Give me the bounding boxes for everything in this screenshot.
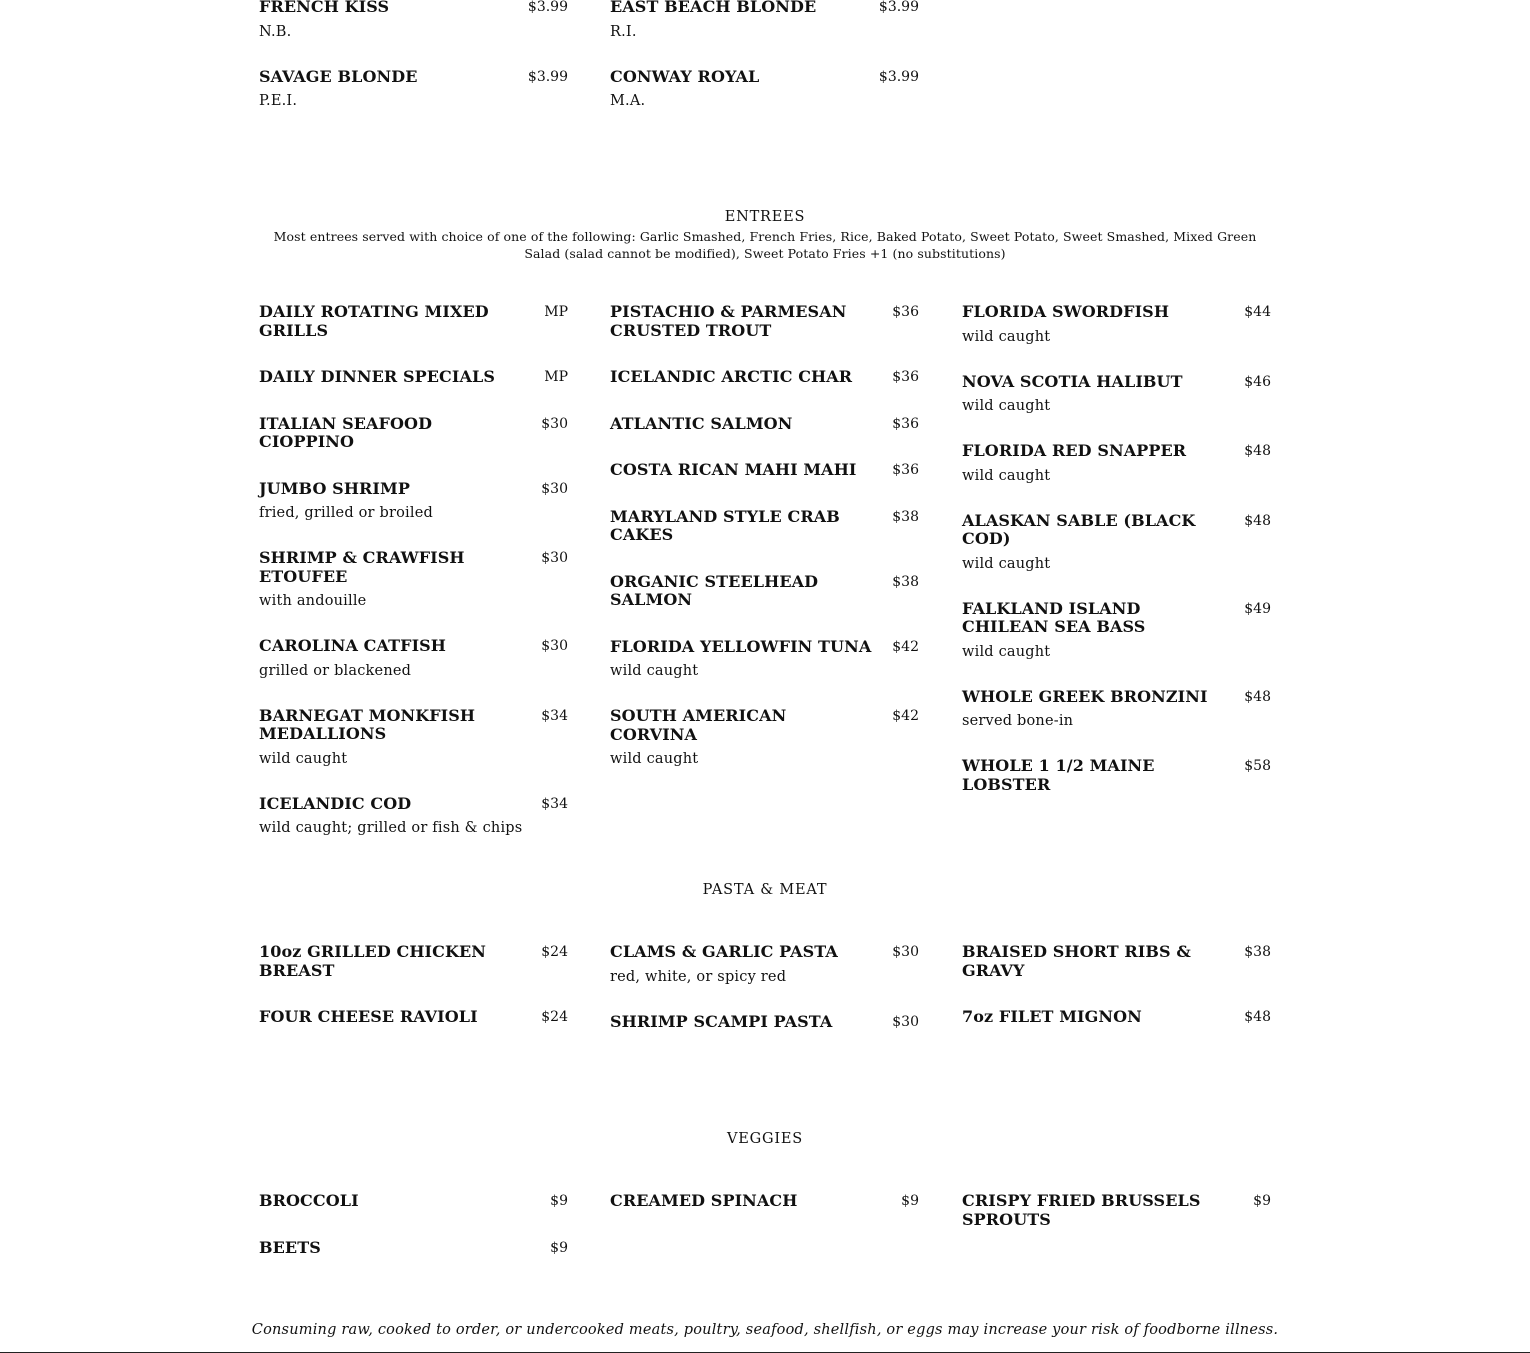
menu-item-description: wild caught <box>610 663 699 679</box>
menu-column <box>610 0 919 137</box>
menu-item-name: CREAMED SPINACH <box>610 1191 798 1210</box>
menu-item-name: BEETS <box>259 1237 321 1257</box>
veggies-title: VEGGIES <box>726 1131 804 1147</box>
menu-item-price: $34 <box>541 707 568 724</box>
menu-item-price: $48 <box>1244 688 1271 705</box>
menu-item-price: $9 <box>901 1193 919 1209</box>
menu-item-description: wild caught <box>259 750 348 767</box>
menu-item-price: $3.99 <box>878 68 919 85</box>
menu-item-price: $24 <box>541 944 568 960</box>
menu-item-price: $48 <box>1244 512 1271 529</box>
menu-item-price: $30 <box>892 944 919 960</box>
menu-item-header <box>610 368 919 387</box>
menu-item <box>962 442 1271 485</box>
menu-item-price: $30 <box>541 415 568 432</box>
menu-item <box>259 549 568 610</box>
menu-item-description: P.E.I. <box>259 93 298 109</box>
menu-item <box>610 68 919 111</box>
menu-item <box>962 600 1271 661</box>
menu-item <box>259 1192 568 1211</box>
menu-item-header <box>259 480 568 499</box>
menu-item-header <box>259 415 568 452</box>
menu-item-name: 10oz GRILLED CHICKEN BREAST <box>259 942 486 980</box>
menu-column <box>259 943 568 1055</box>
menu-item-name: WHOLE GREEK BRONZINI <box>962 686 1208 706</box>
menu-item-description: M.A. <box>610 93 646 109</box>
menu-item-description: wild caught; grilled or fish & chips <box>259 820 523 836</box>
menu-column <box>962 943 1271 1055</box>
menu-item <box>259 368 568 387</box>
menu-column <box>610 1192 919 1239</box>
menu-item-name: ITALIAN SEAFOOD CIOPPINO <box>259 413 433 451</box>
menu-item-description: grilled or blackened <box>259 662 412 679</box>
menu-item-header <box>962 512 1271 549</box>
menu-item-name: ATLANTIC SALMON <box>610 413 793 433</box>
menu-column <box>259 1192 568 1285</box>
menu-item-price: $48 <box>1244 443 1271 459</box>
menu-item-price: $44 <box>1244 304 1271 320</box>
menu-item-name: ALASKAN SABLE (BLACK COD) <box>962 510 1196 548</box>
menu-item <box>259 303 568 340</box>
menu-item-header <box>962 943 1271 980</box>
menu-item-price: $3.99 <box>527 68 568 85</box>
menu-item-header <box>962 303 1271 322</box>
menu-column <box>610 943 919 1059</box>
menu-item-name: DAILY DINNER SPECIALS <box>259 367 495 386</box>
menu-item-price: $58 <box>1244 758 1271 774</box>
menu-item-name: SHRIMP SCAMPI PASTA <box>610 1011 833 1031</box>
menu-item-price: $36 <box>892 304 919 320</box>
menu-item <box>962 303 1271 346</box>
menu-item-name: PISTACHIO & PARMESAN CRUSTED TROUT <box>610 302 847 340</box>
menu-item <box>962 1192 1271 1229</box>
menu-item-description: wild caught <box>962 467 1051 484</box>
pasta-meat-title: PASTA & MEAT <box>702 882 828 898</box>
menu-item-price: MP <box>544 304 568 320</box>
menu-item-name: MARYLAND STYLE CRAB CAKES <box>610 506 840 544</box>
menu-item-name: CAROLINA CATFISH <box>259 636 447 655</box>
menu-item-header <box>259 943 568 980</box>
menu-item <box>610 461 919 480</box>
menu-item-price: $36 <box>892 369 919 385</box>
menu-item <box>259 1239 568 1258</box>
menu-item <box>259 0 568 41</box>
menu-item-description: wild caught <box>962 555 1051 572</box>
menu-item-name: SHRIMP & CRAWFISH ETOUFEE <box>259 548 465 586</box>
menu-item-name: SOUTH AMERICAN CORVINA <box>610 706 787 744</box>
menu-item-price: $42 <box>892 708 919 724</box>
menu-item-header <box>962 1192 1271 1229</box>
menu-item <box>259 1008 568 1027</box>
menu-item-name: FRENCH KISS <box>259 0 390 16</box>
menu-item-header <box>610 415 919 434</box>
menu-item-header <box>610 508 919 545</box>
menu-item-description: N.B. <box>259 23 292 40</box>
menu-item-header <box>610 303 919 340</box>
menu-item-name: FOUR CHEESE RAVIOLI <box>259 1007 478 1026</box>
menu-item-description: with andouille <box>259 593 367 609</box>
menu-item-price: $38 <box>892 508 919 525</box>
menu-item-price: $9 <box>550 1193 568 1209</box>
menu-item <box>610 943 919 986</box>
menu-item-price: $30 <box>541 638 568 654</box>
menu-item-price: $30 <box>892 1013 919 1030</box>
menu-item-price: $42 <box>892 638 919 655</box>
menu-item-name: ORGANIC STEELHEAD SALMON <box>610 571 819 609</box>
menu-item <box>610 1013 919 1032</box>
menu-item-header <box>962 688 1271 707</box>
menu-item-name: CLAMS & GARLIC PASTA <box>610 942 838 961</box>
menu-item-price: $36 <box>892 462 919 478</box>
menu-item-price: $34 <box>541 795 568 812</box>
entrees-note: Most entrees served with choice of one of the following: Garlic Smashed, French Fries, Rice, Baked Potato, Sweet Potato, Sweet Smashed, Mixed Green Salad (salad cannot be modified), Sweet Potato Fries +1 (no substitutions) <box>273 229 1257 261</box>
menu-item <box>610 303 919 340</box>
menu-item-header <box>610 638 919 657</box>
foodborne-illness-disclaimer: Consuming raw, cooked to order, or undercooked meats, poultry, seafood, shellfish, or eggs may increase your risk of foodborne illness. <box>251 1322 1279 1338</box>
menu-item-description: wild caught <box>962 328 1051 345</box>
menu-item <box>259 637 568 680</box>
menu-item-name: ICELANDIC COD <box>259 793 412 813</box>
menu-item-header <box>259 368 568 387</box>
menu-item <box>610 368 919 387</box>
menu-item-header <box>610 0 919 17</box>
menu-item-description: fried, grilled or broiled <box>259 505 433 521</box>
menu-item-name: FALKLAND ISLAND CHILEAN SEA BASS <box>962 598 1146 636</box>
menu-item-price: $30 <box>541 480 568 497</box>
menu-item-price: $48 <box>1244 1009 1271 1025</box>
menu-item-header <box>962 600 1271 637</box>
menu-item-header <box>962 442 1271 461</box>
menu-item <box>610 638 919 681</box>
menu-item-price: $38 <box>892 573 919 590</box>
menu-item <box>259 415 568 452</box>
menu-item-header <box>610 943 919 962</box>
menu-item-name: 7oz FILET MIGNON <box>962 1007 1142 1026</box>
menu-item-header <box>610 68 919 87</box>
menu-item-description: wild caught <box>962 398 1051 414</box>
menu-item-header <box>259 1008 568 1027</box>
menu-item-name: JUMBO SHRIMP <box>259 478 410 498</box>
menu-item-header <box>610 573 919 610</box>
menu-item-description: wild caught <box>962 643 1051 660</box>
menu-item-price: $9 <box>550 1239 568 1256</box>
menu-column <box>259 303 568 864</box>
menu-item-price: $38 <box>1244 944 1271 960</box>
menu-item-header <box>259 795 568 814</box>
menu-item-header <box>259 0 568 17</box>
menu-item-name: BROCCOLI <box>259 1191 359 1210</box>
menu-item <box>259 943 568 980</box>
menu-item-header <box>259 637 568 656</box>
menu-item-name: FLORIDA RED SNAPPER <box>962 441 1187 460</box>
menu-item-name: CONWAY ROYAL <box>610 66 760 86</box>
menu-item-header <box>259 303 568 340</box>
menu-item-name: BARNEGAT MONKFISH MEDALLIONS <box>259 705 476 743</box>
entrees-title: ENTREES <box>724 209 806 225</box>
menu-item-name: ICELANDIC ARCTIC CHAR <box>610 367 853 386</box>
menu-item-header <box>259 68 568 87</box>
menu-item-description: red, white, or spicy red <box>610 968 787 985</box>
menu-item <box>962 688 1271 731</box>
menu-item-description: R.I. <box>610 23 637 40</box>
menu-item-header <box>610 461 919 480</box>
menu-item-name: FLORIDA YELLOWFIN TUNA <box>610 636 872 656</box>
menu-item-description: wild caught <box>610 751 699 767</box>
menu-item <box>259 795 568 838</box>
menu-item <box>610 508 919 545</box>
menu-item-price: MP <box>544 369 568 385</box>
menu-item-name: WHOLE 1 1/2 MAINE LOBSTER <box>962 756 1155 794</box>
menu-item-description: served bone-in <box>962 713 1074 729</box>
menu-item-price: $46 <box>1244 373 1271 390</box>
menu-item-name: NOVA SCOTIA HALIBUT <box>962 371 1183 391</box>
menu-item-header <box>259 549 568 586</box>
menu-item-header <box>259 1239 568 1258</box>
menu-item-price: $30 <box>541 550 568 566</box>
menu-item-name: BRAISED SHORT RIBS & GRAVY <box>962 942 1191 980</box>
menu-item-header <box>610 707 919 744</box>
menu-item <box>610 707 919 768</box>
menu-item <box>610 573 919 610</box>
menu-item <box>962 943 1271 980</box>
menu-item-name: FLORIDA SWORDFISH <box>962 302 1170 321</box>
menu-item-header <box>962 373 1271 392</box>
menu-column <box>962 303 1271 822</box>
menu-column <box>610 303 919 795</box>
menu-item <box>962 1008 1271 1027</box>
menu-item-header <box>962 757 1271 794</box>
menu-item-price: $24 <box>541 1009 568 1025</box>
menu-item-header <box>962 1008 1271 1027</box>
menu-column <box>962 1192 1271 1257</box>
menu-item-price: $3.99 <box>878 0 919 15</box>
menu-item-price: $9 <box>1253 1193 1271 1209</box>
menu-item <box>962 512 1271 573</box>
menu-item <box>259 68 568 111</box>
menu-item-header <box>610 1192 919 1211</box>
menu-column <box>259 0 568 137</box>
menu-item <box>962 373 1271 416</box>
menu-item <box>962 757 1271 794</box>
menu-item <box>610 1192 919 1211</box>
menu-item-name: DAILY ROTATING MIXED GRILLS <box>259 302 489 340</box>
menu-item <box>610 0 919 41</box>
menu-item-name: SAVAGE BLONDE <box>259 66 418 86</box>
menu-item-price: $49 <box>1244 600 1271 617</box>
menu-item-price: $36 <box>892 415 919 432</box>
menu-item-header <box>259 1192 568 1211</box>
menu-item-header <box>610 1013 919 1032</box>
menu-item-name: COSTA RICAN MAHI MAHI <box>610 460 857 479</box>
menu-item-name: EAST BEACH BLONDE <box>610 0 817 16</box>
menu-item-name: CRISPY FRIED BRUSSELS SPROUTS <box>962 1191 1201 1229</box>
menu-item <box>610 415 919 434</box>
menu-item <box>259 707 568 768</box>
menu-item-price: $3.99 <box>527 0 568 15</box>
menu-item <box>259 480 568 523</box>
menu-item-header <box>259 707 568 744</box>
